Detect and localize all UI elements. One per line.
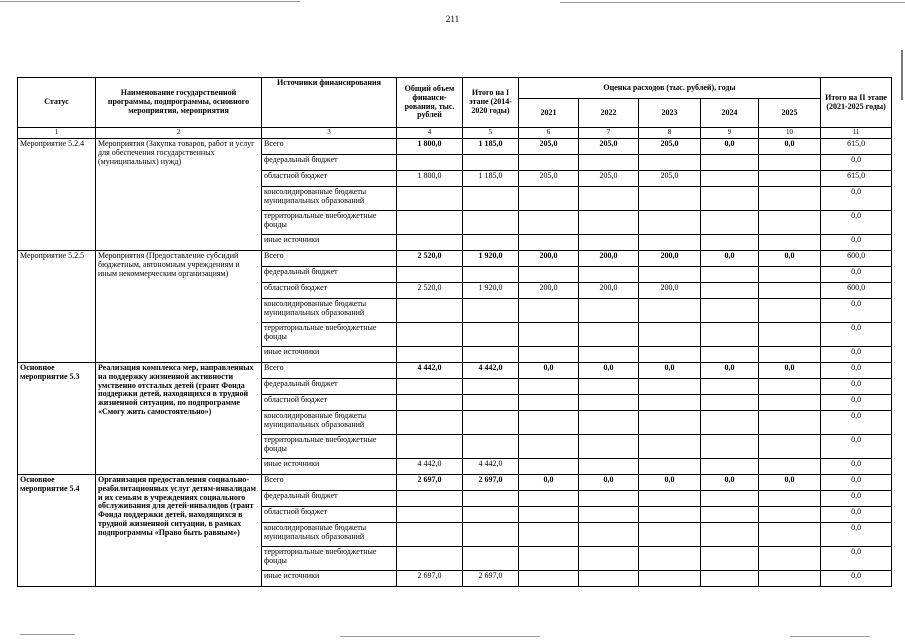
cell-year-2021: 200,0 — [519, 251, 579, 267]
cell-activity-name: Реализация комплекса мер, направленных на поддержку жизненной активности умственно отсталых детей (грант Фонда поддержки детей, находящихся в трудной жизненной ситуации, по подпрограмме «Смогу жить самостоятельно») — [96, 363, 262, 475]
cell-stage2: 600,0 — [821, 283, 892, 299]
cell-year-2022 — [579, 459, 639, 475]
cell-year-2024 — [701, 507, 759, 523]
header-year-2024: 2024 — [701, 99, 759, 128]
table-row — [18, 139, 892, 155]
cell-stage2: 0,0 — [821, 523, 892, 547]
cell-year-2023: 205,0 — [639, 171, 701, 187]
cell-year-2025: 0,0 — [759, 363, 821, 379]
cell-year-2022: 0,0 — [579, 363, 639, 379]
cell-year-2025: 0,0 — [759, 139, 821, 155]
cell-stage2: 0,0 — [821, 299, 892, 323]
cell-year-2024 — [701, 299, 759, 323]
cell-total-funding: 4 442,0 — [397, 363, 463, 379]
scan-artifact-top-left — [0, 1, 300, 2]
cell-funding-source: территориальные внебюджетные фонды — [262, 547, 397, 571]
column-number: 11 — [821, 128, 892, 139]
header-estimate: Оценка расходов (тыс. рублей), годы — [519, 78, 821, 99]
cell-year-2025 — [759, 435, 821, 459]
header-status: Статус — [18, 78, 96, 128]
scan-artifact-top-right — [560, 2, 905, 3]
cell-funding-source: территориальные внебюджетные фонды — [262, 211, 397, 235]
cell-total-funding — [397, 155, 463, 171]
cell-stage1 — [463, 411, 519, 435]
cell-stage1 — [463, 347, 519, 363]
cell-stage1: 1 920,0 — [463, 283, 519, 299]
cell-year-2021 — [519, 155, 579, 171]
cell-stage2: 615,0 — [821, 171, 892, 187]
column-number: 6 — [519, 128, 579, 139]
cell-stage2: 0,0 — [821, 379, 892, 395]
cell-year-2024 — [701, 323, 759, 347]
cell-year-2022 — [579, 395, 639, 411]
cell-funding-source: областной бюджет — [262, 507, 397, 523]
cell-funding-source: территориальные внебюджетные фонды — [262, 323, 397, 347]
table-body — [18, 139, 892, 587]
cell-year-2021 — [519, 267, 579, 283]
column-number-row — [18, 128, 892, 139]
cell-year-2025 — [759, 155, 821, 171]
cell-total-funding — [397, 491, 463, 507]
cell-year-2022 — [579, 347, 639, 363]
column-number: 3 — [262, 128, 397, 139]
cell-funding-source: Всего — [262, 139, 397, 155]
cell-stage1: 1 185,0 — [463, 171, 519, 187]
cell-total-funding: 1 800,0 — [397, 171, 463, 187]
header-year-2023: 2023 — [639, 99, 701, 128]
column-number: 9 — [701, 128, 759, 139]
cell-year-2024: 0,0 — [701, 363, 759, 379]
cell-stage2: 0,0 — [821, 155, 892, 171]
cell-year-2021 — [519, 507, 579, 523]
cell-year-2023 — [639, 523, 701, 547]
cell-year-2021 — [519, 395, 579, 411]
cell-year-2021: 0,0 — [519, 475, 579, 491]
scan-artifact-bottom-left — [20, 634, 75, 635]
cell-total-funding — [397, 435, 463, 459]
table-row — [18, 251, 892, 267]
column-number: 4 — [397, 128, 463, 139]
cell-year-2022: 200,0 — [579, 283, 639, 299]
cell-year-2023: 200,0 — [639, 251, 701, 267]
cell-year-2021 — [519, 523, 579, 547]
cell-stage2: 600,0 — [821, 251, 892, 267]
cell-total-funding — [397, 235, 463, 251]
cell-stage1 — [463, 299, 519, 323]
cell-year-2023 — [639, 411, 701, 435]
cell-year-2023 — [639, 155, 701, 171]
cell-total-funding — [397, 395, 463, 411]
cell-year-2023: 205,0 — [639, 139, 701, 155]
cell-year-2021: 205,0 — [519, 139, 579, 155]
cell-year-2024 — [701, 547, 759, 571]
cell-year-2022 — [579, 299, 639, 323]
cell-activity-name: Организация предоставления социально-реабилитационных услуг детям-инвалидам и их семьям в учреждениях социального обслуживания для детей-инвалидов (грант Фонда поддержки детей, находящихся в трудной жизненной ситуации, в рамках подпрограммы «Право быть равным») — [96, 475, 262, 587]
header-stage1: Итого на I этапе (2014-2020 годы) — [463, 78, 519, 128]
cell-year-2021: 200,0 — [519, 283, 579, 299]
cell-year-2023 — [639, 435, 701, 459]
cell-stage1 — [463, 395, 519, 411]
cell-year-2025 — [759, 571, 821, 587]
cell-year-2023 — [639, 347, 701, 363]
cell-year-2022: 200,0 — [579, 251, 639, 267]
cell-year-2025 — [759, 171, 821, 187]
cell-year-2024: 0,0 — [701, 251, 759, 267]
cell-year-2024: 0,0 — [701, 139, 759, 155]
cell-funding-source: Всего — [262, 363, 397, 379]
cell-year-2023 — [639, 299, 701, 323]
cell-year-2024 — [701, 379, 759, 395]
cell-year-2025: 0,0 — [759, 251, 821, 267]
cell-year-2023 — [639, 323, 701, 347]
cell-year-2025 — [759, 411, 821, 435]
cell-total-funding: 4 442,0 — [397, 459, 463, 475]
cell-year-2025 — [759, 523, 821, 547]
cell-year-2024 — [701, 459, 759, 475]
cell-funding-source: консолидированные бюджеты муниципальных образований — [262, 523, 397, 547]
cell-year-2022: 205,0 — [579, 139, 639, 155]
cell-year-2021 — [519, 299, 579, 323]
header-source: Источники финансирования — [262, 78, 397, 128]
cell-year-2024 — [701, 411, 759, 435]
cell-year-2021 — [519, 323, 579, 347]
header-year-2022: 2022 — [579, 99, 639, 128]
cell-year-2024 — [701, 155, 759, 171]
cell-year-2025 — [759, 491, 821, 507]
column-number: 8 — [639, 128, 701, 139]
header-stage2: Итого на II этапе (2021-2025 годы) — [821, 78, 892, 128]
cell-total-funding — [397, 411, 463, 435]
cell-year-2025 — [759, 379, 821, 395]
cell-year-2022 — [579, 155, 639, 171]
cell-stage1 — [463, 379, 519, 395]
cell-funding-source: Всего — [262, 251, 397, 267]
cell-year-2021 — [519, 235, 579, 251]
scan-artifact-bottom-mid — [340, 636, 540, 637]
cell-total-funding — [397, 379, 463, 395]
cell-year-2025 — [759, 211, 821, 235]
cell-year-2025 — [759, 507, 821, 523]
cell-year-2023 — [639, 395, 701, 411]
header-year-2025: 2025 — [759, 99, 821, 128]
cell-funding-source: областной бюджет — [262, 395, 397, 411]
cell-funding-source: Всего — [262, 475, 397, 491]
cell-year-2025 — [759, 299, 821, 323]
cell-year-2023: 0,0 — [639, 475, 701, 491]
cell-year-2023 — [639, 211, 701, 235]
cell-funding-source: областной бюджет — [262, 171, 397, 187]
cell-year-2023 — [639, 507, 701, 523]
scan-artifact-bottom-right — [790, 636, 870, 637]
cell-stage2: 0,0 — [821, 363, 892, 379]
header-row-1 — [18, 78, 892, 99]
cell-stage2: 0,0 — [821, 235, 892, 251]
cell-stage1 — [463, 323, 519, 347]
cell-stage1: 1 185,0 — [463, 139, 519, 155]
cell-year-2023 — [639, 491, 701, 507]
cell-stage2: 0,0 — [821, 507, 892, 523]
cell-funding-source: федеральный бюджет — [262, 267, 397, 283]
cell-year-2021 — [519, 459, 579, 475]
cell-stage1 — [463, 211, 519, 235]
cell-year-2023: 200,0 — [639, 283, 701, 299]
cell-stage1 — [463, 523, 519, 547]
cell-stage2: 0,0 — [821, 411, 892, 435]
cell-stage1: 4 442,0 — [463, 363, 519, 379]
column-number: 2 — [96, 128, 262, 139]
cell-year-2024 — [701, 395, 759, 411]
cell-funding-source: федеральный бюджет — [262, 155, 397, 171]
cell-year-2024 — [701, 491, 759, 507]
cell-year-2024 — [701, 435, 759, 459]
cell-total-funding: 2 697,0 — [397, 475, 463, 491]
cell-year-2022 — [579, 187, 639, 211]
cell-year-2022 — [579, 571, 639, 587]
column-number: 1 — [18, 128, 96, 139]
cell-total-funding — [397, 523, 463, 547]
cell-funding-source: федеральный бюджет — [262, 491, 397, 507]
cell-status: Мероприятие 5.2.4 — [18, 139, 96, 251]
cell-year-2024 — [701, 267, 759, 283]
cell-stage1: 2 697,0 — [463, 475, 519, 491]
cell-year-2022 — [579, 235, 639, 251]
cell-activity-name: Мероприятия (Предоставление субсидий бюджетным, автономным учреждениям и иным некоммерческим организациям) — [96, 251, 262, 363]
cell-year-2025 — [759, 187, 821, 211]
cell-year-2021 — [519, 571, 579, 587]
cell-funding-source: иные источники — [262, 347, 397, 363]
cell-total-funding — [397, 211, 463, 235]
cell-funding-source: консолидированные бюджеты муниципальных образований — [262, 187, 397, 211]
cell-stage2: 0,0 — [821, 211, 892, 235]
cell-year-2025 — [759, 395, 821, 411]
cell-funding-source: территориальные внебюджетные фонды — [262, 435, 397, 459]
cell-year-2023 — [639, 571, 701, 587]
cell-total-funding — [397, 267, 463, 283]
cell-year-2021: 205,0 — [519, 171, 579, 187]
cell-stage1: 4 442,0 — [463, 459, 519, 475]
cell-stage2: 0,0 — [821, 347, 892, 363]
cell-status: Мероприятие 5.2.5 — [18, 251, 96, 363]
cell-year-2021 — [519, 491, 579, 507]
cell-year-2022 — [579, 267, 639, 283]
cell-stage2: 0,0 — [821, 435, 892, 459]
cell-total-funding — [397, 323, 463, 347]
cell-total-funding — [397, 547, 463, 571]
cell-funding-source: иные источники — [262, 571, 397, 587]
cell-total-funding: 2 520,0 — [397, 251, 463, 267]
cell-year-2021 — [519, 547, 579, 571]
cell-funding-source: иные источники — [262, 459, 397, 475]
cell-year-2021 — [519, 347, 579, 363]
cell-year-2023 — [639, 547, 701, 571]
cell-year-2021 — [519, 379, 579, 395]
cell-stage1 — [463, 507, 519, 523]
cell-funding-source: областной бюджет — [262, 283, 397, 299]
page-number: 211 — [445, 14, 460, 24]
cell-year-2023 — [639, 267, 701, 283]
cell-year-2022 — [579, 507, 639, 523]
cell-year-2023 — [639, 187, 701, 211]
cell-year-2025 — [759, 283, 821, 299]
cell-year-2022 — [579, 491, 639, 507]
cell-year-2022 — [579, 411, 639, 435]
cell-year-2024 — [701, 571, 759, 587]
cell-year-2021 — [519, 187, 579, 211]
cell-year-2023: 0,0 — [639, 363, 701, 379]
cell-year-2024 — [701, 171, 759, 187]
cell-stage1: 1 920,0 — [463, 251, 519, 267]
cell-stage2: 615,0 — [821, 139, 892, 155]
cell-year-2022 — [579, 211, 639, 235]
cell-year-2023 — [639, 235, 701, 251]
cell-total-funding — [397, 507, 463, 523]
cell-year-2022 — [579, 547, 639, 571]
cell-stage1 — [463, 187, 519, 211]
cell-stage2: 0,0 — [821, 571, 892, 587]
cell-year-2025 — [759, 459, 821, 475]
cell-year-2021 — [519, 411, 579, 435]
cell-total-funding: 1 800,0 — [397, 139, 463, 155]
cell-year-2024 — [701, 523, 759, 547]
scan-artifact-right-edge — [901, 50, 903, 100]
cell-stage1 — [463, 547, 519, 571]
cell-status: Основное мероприятие 5.4 — [18, 475, 96, 587]
cell-year-2022 — [579, 523, 639, 547]
header-total-funding: Общий объем финанси-рования, тыс. рублей — [397, 78, 463, 128]
column-number: 10 — [759, 128, 821, 139]
cell-total-funding — [397, 187, 463, 211]
cell-year-2024 — [701, 347, 759, 363]
cell-year-2025: 0,0 — [759, 475, 821, 491]
cell-year-2022: 205,0 — [579, 171, 639, 187]
cell-year-2022 — [579, 379, 639, 395]
cell-total-funding: 2 697,0 — [397, 571, 463, 587]
cell-year-2025 — [759, 347, 821, 363]
cell-year-2022 — [579, 435, 639, 459]
cell-year-2024 — [701, 235, 759, 251]
cell-year-2024 — [701, 187, 759, 211]
cell-year-2025 — [759, 267, 821, 283]
cell-total-funding: 2 520,0 — [397, 283, 463, 299]
cell-stage2: 0,0 — [821, 475, 892, 491]
cell-year-2024 — [701, 211, 759, 235]
cell-stage1: 2 697,0 — [463, 571, 519, 587]
cell-stage2: 0,0 — [821, 323, 892, 347]
cell-stage2: 0,0 — [821, 187, 892, 211]
cell-year-2025 — [759, 323, 821, 347]
cell-total-funding — [397, 347, 463, 363]
table-row — [18, 363, 892, 379]
cell-status: Основное мероприятие 5.3 — [18, 363, 96, 475]
cell-year-2024 — [701, 283, 759, 299]
cell-stage2: 0,0 — [821, 267, 892, 283]
cell-funding-source: федеральный бюджет — [262, 379, 397, 395]
table-row — [18, 475, 892, 491]
cell-activity-name: Мероприятия (Закупка товаров, работ и услуг для обеспечения государственных (муниципальных) нужд) — [96, 139, 262, 251]
cell-year-2021: 0,0 — [519, 363, 579, 379]
cell-total-funding — [397, 299, 463, 323]
budget-table — [17, 77, 892, 587]
cell-stage1 — [463, 235, 519, 251]
cell-stage2: 0,0 — [821, 547, 892, 571]
cell-funding-source: иные источники — [262, 235, 397, 251]
cell-stage1 — [463, 267, 519, 283]
cell-funding-source: консолидированные бюджеты муниципальных образований — [262, 299, 397, 323]
cell-year-2021 — [519, 435, 579, 459]
cell-year-2021 — [519, 211, 579, 235]
cell-stage2: 0,0 — [821, 395, 892, 411]
cell-stage2: 0,0 — [821, 459, 892, 475]
cell-year-2024: 0,0 — [701, 475, 759, 491]
cell-stage1 — [463, 491, 519, 507]
column-number: 7 — [579, 128, 639, 139]
cell-funding-source: консолидированные бюджеты муниципальных образований — [262, 411, 397, 435]
cell-stage1 — [463, 435, 519, 459]
cell-year-2022: 0,0 — [579, 475, 639, 491]
cell-stage1 — [463, 155, 519, 171]
cell-year-2023 — [639, 459, 701, 475]
cell-year-2023 — [639, 379, 701, 395]
cell-year-2025 — [759, 547, 821, 571]
cell-year-2022 — [579, 323, 639, 347]
cell-year-2025 — [759, 235, 821, 251]
header-name: Наименование государственной программы, подпрограммы, основного мероприятия, мероприятия — [96, 78, 262, 128]
cell-stage2: 0,0 — [821, 491, 892, 507]
header-year-2021: 2021 — [519, 99, 579, 128]
column-number: 5 — [463, 128, 519, 139]
